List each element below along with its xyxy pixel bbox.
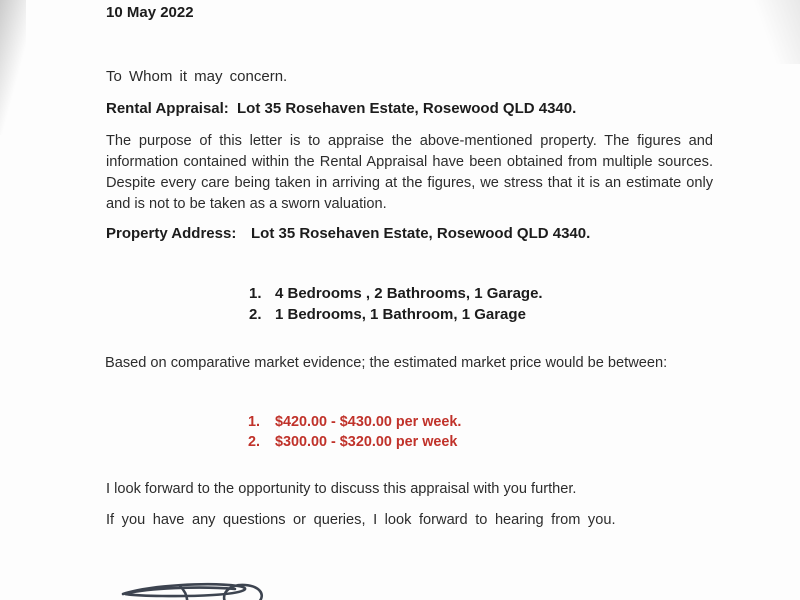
- letter-date: 10 May 2022: [106, 4, 194, 21]
- purpose-paragraph: The purpose of this letter is to appraise the above-mentioned property. The figures and information contained within the Rental Appraisal have been obtained from multiple sources. Despite every care being taken in arriving at the figures, we stress that it is an estimate only and is not to be taken as a sworn valuation.: [106, 133, 713, 212]
- property-address-value: Lot 35 Rosehaven Estate, Rosewood QLD 4340.: [251, 225, 591, 242]
- closing-line-1: I look forward to the opportunity to discuss this appraisal with you further.: [106, 481, 577, 497]
- scan-edge-shadow-top-right: [754, 0, 800, 64]
- property-address-label: Property Address:: [106, 225, 237, 242]
- list-item-number: 2.: [248, 433, 261, 450]
- rental-appraisal-line: [106, 100, 576, 117]
- list-item-text: 4 Bedrooms , 2 Bathrooms, 1 Garage.: [275, 285, 543, 302]
- list-item-number: 1.: [248, 414, 261, 430]
- list-item-text: $300.00 - $320.00 per week: [275, 433, 458, 450]
- rental-appraisal-label: Rental Appraisal:: [106, 100, 229, 117]
- list-item-number: 2.: [249, 306, 262, 323]
- salutation: To Whom it may concern.: [106, 68, 288, 85]
- scan-edge-shadow-top-left: [0, 0, 26, 135]
- list-item: [248, 413, 461, 433]
- list-item-text: 1 Bedrooms, 1 Bathroom, 1 Garage: [275, 306, 526, 323]
- closing-line-2: If you have any questions or queries, I look forward to hearing from you.: [106, 512, 616, 528]
- list-item: [249, 283, 543, 304]
- property-options-list: [249, 283, 543, 325]
- list-item-number: 1.: [249, 285, 262, 302]
- rental-appraisal-value: Lot 35 Rosehaven Estate, Rosewood QLD 4340.: [237, 100, 577, 117]
- price-estimates-list: [248, 413, 461, 452]
- list-item: [248, 433, 461, 453]
- property-address-line: [106, 225, 590, 242]
- list-item-text: $420.00 - $430.00 per week.: [275, 414, 462, 430]
- market-evidence-line: Based on comparative market evidence; the estimated market price would be between:: [105, 355, 668, 371]
- list-item: [249, 304, 543, 325]
- handwritten-signature-scribble-icon: [95, 560, 295, 600]
